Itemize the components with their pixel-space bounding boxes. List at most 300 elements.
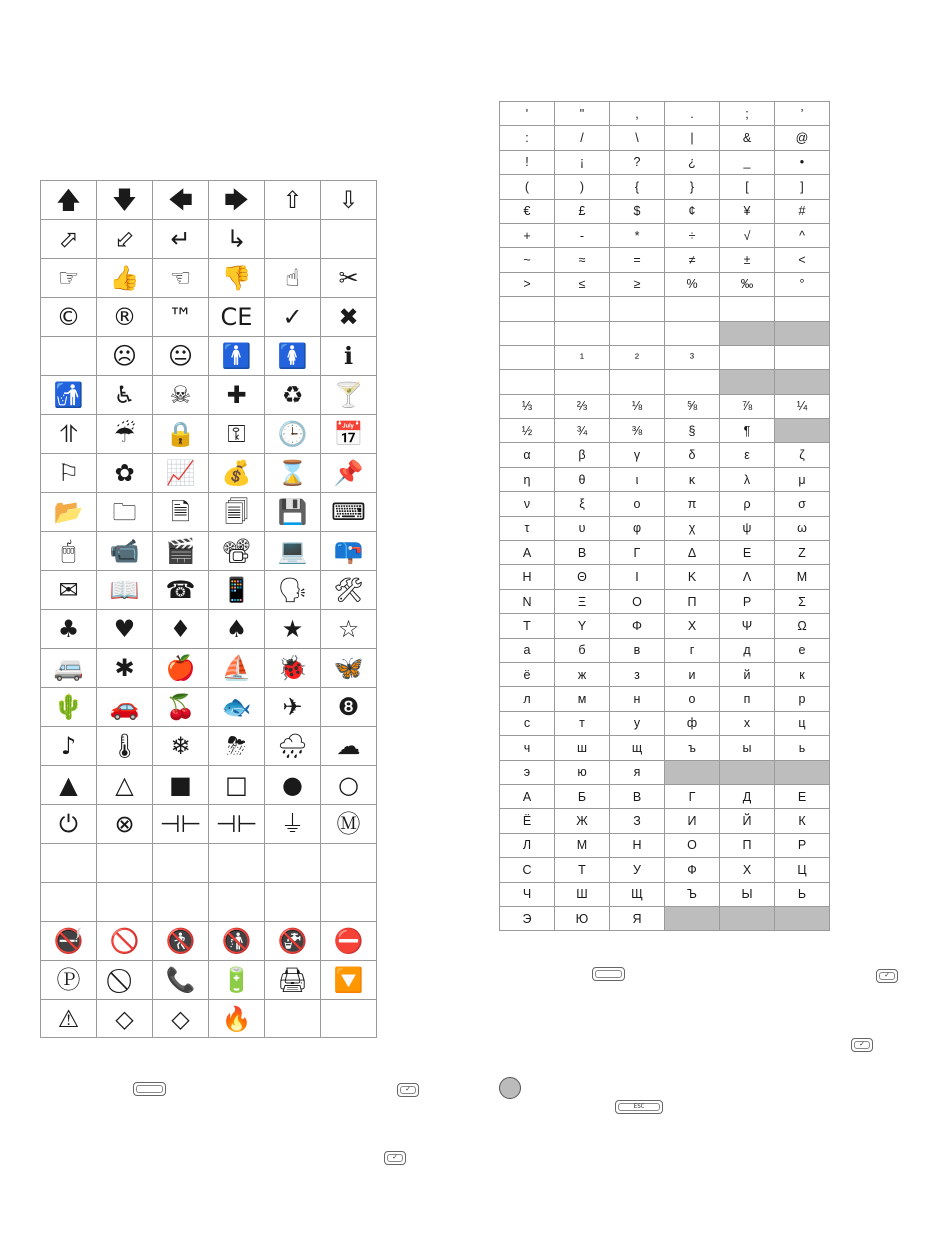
symbol-row [41, 805, 377, 844]
char-cell: ¹ [555, 345, 610, 369]
char-row [500, 345, 830, 369]
char-cell: @ [775, 126, 830, 150]
char-row [500, 541, 830, 565]
symbol-cell: ♦ [153, 610, 209, 649]
char-cell: ξ [555, 492, 610, 516]
symbol-cell: ™ [153, 298, 209, 337]
symbol-cell [265, 883, 321, 922]
char-cell: ° [775, 272, 830, 296]
char-row [500, 638, 830, 662]
char-cell: Ζ [775, 541, 830, 565]
symbol-cell: 🦋 [321, 649, 377, 688]
symbol-row [41, 961, 377, 1000]
symbol-row [41, 922, 377, 961]
char-cell: Δ [665, 541, 720, 565]
char-cell: ⅛ [610, 394, 665, 418]
char-row [500, 858, 830, 882]
char-cell: | [665, 126, 720, 150]
char-cell: , [610, 102, 665, 126]
char-row [500, 760, 830, 784]
symbol-cell: ♥ [97, 610, 153, 649]
symbol-cell: 🍎 [153, 649, 209, 688]
symbol-cell: ✚ [209, 376, 265, 415]
symbol-cell: ↵ [153, 220, 209, 259]
symbol-cell: 🗀 [97, 493, 153, 532]
char-cell: б [555, 638, 610, 662]
char-cell [500, 370, 555, 394]
symbol-cell: ☜ [153, 259, 209, 298]
char-cell: * [610, 223, 665, 247]
char-cell: Л [500, 833, 555, 857]
symbol-row [41, 766, 377, 805]
char-cell: α [500, 443, 555, 467]
char-cell: % [665, 272, 720, 296]
symbol-cell: 🕒 [265, 415, 321, 454]
char-row [500, 150, 830, 174]
symbol-cell: ⇧ [265, 181, 321, 220]
char-cell: ? [610, 150, 665, 174]
char-cell: • [775, 150, 830, 174]
symbol-cell: 🍸 [321, 376, 377, 415]
char-cell: Φ [610, 614, 665, 638]
char-cell: ~ [500, 248, 555, 272]
char-cell: κ [665, 467, 720, 491]
char-cell: Г [665, 784, 720, 808]
ok-key-icon-right-2: ✓ [851, 1038, 873, 1052]
char-cell [775, 370, 830, 394]
char-cell: Χ [665, 614, 720, 638]
char-cell: Ч [500, 882, 555, 906]
char-cell: ё [500, 662, 555, 686]
char-cell: . [665, 102, 720, 126]
symbol-cell: 📌 [321, 454, 377, 493]
symbol-cell: 🎬 [153, 532, 209, 571]
symbol-cell: ⏚ [265, 805, 321, 844]
char-cell: ы [720, 736, 775, 760]
symbol-cell: 📅 [321, 415, 377, 454]
char-cell: ¡ [555, 150, 610, 174]
ok-key-icon-right: ✓ [876, 969, 898, 983]
symbol-cell: ® [97, 298, 153, 337]
char-cell: ρ [720, 492, 775, 516]
symbol-cell: ❄ [153, 727, 209, 766]
symbol-cell: ☹ [97, 337, 153, 376]
symbol-cell: 🔋 [209, 961, 265, 1000]
char-cell: г [665, 638, 720, 662]
symbol-row [41, 454, 377, 493]
char-cell: γ [610, 443, 665, 467]
char-cell: Ф [665, 858, 720, 882]
char-cell [775, 297, 830, 321]
char-cell: ⅔ [555, 394, 610, 418]
char-cell: Ю [555, 906, 610, 930]
char-cell: ¼ [775, 394, 830, 418]
char-cell: ο [610, 492, 665, 516]
symbol-cell: 🗎 [153, 493, 209, 532]
symbol-cell: 💻 [265, 532, 321, 571]
char-cell: О [665, 833, 720, 857]
char-cell: ' [500, 102, 555, 126]
char-cell [720, 760, 775, 784]
symbol-cell: ⥣ [41, 415, 97, 454]
char-cell: д [720, 638, 775, 662]
char-cell: ; [720, 102, 775, 126]
esc-key-icon: ESC [615, 1100, 663, 1114]
char-cell: Ξ [555, 589, 610, 613]
symbol-cell: ℹ [321, 337, 377, 376]
symbol-cell: ✉ [41, 571, 97, 610]
char-row [500, 126, 830, 150]
char-row [500, 199, 830, 223]
symbol-row [41, 610, 377, 649]
char-cell: е [775, 638, 830, 662]
symbol-cell: 📱 [209, 571, 265, 610]
char-cell: Γ [610, 541, 665, 565]
symbol-row [41, 337, 377, 376]
char-cell: ж [555, 662, 610, 686]
symbol-cell: 🖨 [265, 961, 321, 1000]
symbol-cell [265, 220, 321, 259]
symbol-cell [209, 844, 265, 883]
symbol-cell: ⚐ [41, 454, 97, 493]
symbol-cell: 🡇 [97, 181, 153, 220]
char-cell [610, 321, 665, 345]
symbol-cell: ♪ [41, 727, 97, 766]
symbol-table [40, 180, 377, 1038]
char-cell: Ο [610, 589, 665, 613]
symbol-cell: ◇ [97, 1000, 153, 1038]
symbol-cell [265, 844, 321, 883]
symbol-cell [265, 1000, 321, 1038]
char-cell: Α [500, 541, 555, 565]
char-cell: Ы [720, 882, 775, 906]
symbol-cell [41, 337, 97, 376]
char-cell: Ε [720, 541, 775, 565]
char-row [500, 467, 830, 491]
char-cell [500, 297, 555, 321]
char-row [500, 297, 830, 321]
char-cell: н [610, 687, 665, 711]
char-cell: з [610, 662, 665, 686]
symbol-cell: ★ [265, 610, 321, 649]
char-cell: а [500, 638, 555, 662]
char-row [500, 419, 830, 443]
symbol-cell: ☁ [321, 727, 377, 766]
char-cell: Υ [555, 614, 610, 638]
symbol-cell: ♣ [41, 610, 97, 649]
char-cell: с [500, 711, 555, 735]
char-cell: - [555, 223, 610, 247]
char-cell: Ц [775, 858, 830, 882]
char-cell: ^ [775, 223, 830, 247]
char-cell [720, 345, 775, 369]
char-row [500, 589, 830, 613]
symbol-cell: 🔽 [321, 961, 377, 1000]
char-cell [720, 370, 775, 394]
symbol-cell: Ⓜ [321, 805, 377, 844]
symbol-cell: ✱ [97, 649, 153, 688]
symbol-cell: 👎 [209, 259, 265, 298]
char-cell [500, 345, 555, 369]
symbol-cell: 🚯 [209, 922, 265, 961]
symbol-cell: 🡅 [41, 181, 97, 220]
char-cell: ) [555, 175, 610, 199]
char-cell [665, 297, 720, 321]
symbol-cell: 🌵 [41, 688, 97, 727]
char-cell: ¢ [665, 199, 720, 223]
char-cell: ‰ [720, 272, 775, 296]
symbol-cell [321, 220, 377, 259]
symbol-cell [153, 844, 209, 883]
symbol-cell: 📪 [321, 532, 377, 571]
char-cell: Е [775, 784, 830, 808]
char-cell: ≥ [610, 272, 665, 296]
char-cell: λ [720, 467, 775, 491]
char-cell: ч [500, 736, 555, 760]
char-cell: П [720, 833, 775, 857]
char-cell [720, 297, 775, 321]
symbol-cell: 🗐 [209, 493, 265, 532]
symbol-cell: ⬃ [97, 220, 153, 259]
char-cell: ’ [775, 102, 830, 126]
char-cell: ε [720, 443, 775, 467]
char-cell: ν [500, 492, 555, 516]
symbol-cell: 🔥 [209, 1000, 265, 1038]
symbol-cell: ♠ [209, 610, 265, 649]
char-cell: η [500, 467, 555, 491]
char-cell: щ [610, 736, 665, 760]
symbol-cell: 🍒 [153, 688, 209, 727]
symbol-cell: 🚫 [97, 922, 153, 961]
char-cell: ≤ [555, 272, 610, 296]
char-cell: я [610, 760, 665, 784]
char-cell: ⅞ [720, 394, 775, 418]
symbol-cell: 📹 [97, 532, 153, 571]
char-cell [775, 760, 830, 784]
symbol-cell: CE [209, 298, 265, 337]
symbol-cell: ♻ [265, 376, 321, 415]
symbol-cell: 💰 [209, 454, 265, 493]
char-cell: С [500, 858, 555, 882]
symbol-cell: □ [209, 766, 265, 805]
char-cell: β [555, 443, 610, 467]
symbol-row [41, 727, 377, 766]
char-cell [665, 321, 720, 345]
char-cell: А [500, 784, 555, 808]
symbol-cell: ⚿ [209, 415, 265, 454]
char-cell: Й [720, 809, 775, 833]
char-cell: ] [775, 175, 830, 199]
char-cell [775, 345, 830, 369]
char-cell: Π [665, 589, 720, 613]
char-cell: ю [555, 760, 610, 784]
symbol-row [41, 571, 377, 610]
char-cell: Η [500, 565, 555, 589]
char-cell: τ [500, 516, 555, 540]
symbol-cell: ⊗ [97, 805, 153, 844]
char-cell: μ [775, 467, 830, 491]
char-cell: Τ [500, 614, 555, 638]
char-cell: \ [610, 126, 665, 150]
symbol-row [41, 532, 377, 571]
symbol-cell: 🐞 [265, 649, 321, 688]
char-cell: = [610, 248, 665, 272]
char-cell: Σ [775, 589, 830, 613]
char-cell: { [610, 175, 665, 199]
symbol-cell: ⌨ [321, 493, 377, 532]
symbol-row [41, 493, 377, 532]
char-cell: Κ [665, 565, 720, 589]
symbol-cell: 📈 [153, 454, 209, 493]
char-cell: Ι [610, 565, 665, 589]
char-cell: } [665, 175, 720, 199]
symbol-cell: ☆ [321, 610, 377, 649]
char-cell: Т [555, 858, 610, 882]
char-cell [500, 321, 555, 345]
symbol-cell: 🌧 [265, 727, 321, 766]
char-row [500, 102, 830, 126]
char-cell: м [555, 687, 610, 711]
char-cell: # [775, 199, 830, 223]
char-cell: $ [610, 199, 665, 223]
symbol-cell: ✿ [97, 454, 153, 493]
ok-key-icon-2: ✓ [384, 1151, 406, 1165]
char-cell: ½ [500, 419, 555, 443]
symbol-cell [97, 844, 153, 883]
symbol-cell: 📖 [97, 571, 153, 610]
char-cell: φ [610, 516, 665, 540]
symbol-cell: 🚭 [41, 922, 97, 961]
symbol-cell: ☔ [97, 415, 153, 454]
symbol-cell [41, 883, 97, 922]
symbol-cell: 💾 [265, 493, 321, 532]
symbol-cell [321, 1000, 377, 1038]
char-row [500, 443, 830, 467]
symbol-row [41, 376, 377, 415]
char-cell: § [665, 419, 720, 443]
char-row [500, 882, 830, 906]
char-cell: ± [720, 248, 775, 272]
char-cell: √ [720, 223, 775, 247]
symbol-cell: ■ [153, 766, 209, 805]
char-row [500, 516, 830, 540]
char-row [500, 272, 830, 296]
symbol-row [41, 1000, 377, 1038]
char-cell: к [775, 662, 830, 686]
char-cell [665, 906, 720, 930]
gray-circle-icon [499, 1077, 521, 1099]
char-cell: ш [555, 736, 610, 760]
char-cell: р [775, 687, 830, 711]
char-row [500, 321, 830, 345]
symbol-cell: ○ [321, 766, 377, 805]
char-cell: Д [720, 784, 775, 808]
symbol-cell: 🚐 [41, 649, 97, 688]
symbol-cell: 🛠 [321, 571, 377, 610]
char-cell: ⅜ [610, 419, 665, 443]
char-cell: [ [720, 175, 775, 199]
char-cell: М [555, 833, 610, 857]
char-cell: Х [720, 858, 775, 882]
char-cell: < [775, 248, 830, 272]
char-cell: Ё [500, 809, 555, 833]
char-cell: л [500, 687, 555, 711]
char-cell: Μ [775, 565, 830, 589]
symbol-cell [209, 883, 265, 922]
char-cell [775, 906, 830, 930]
char-cell: т [555, 711, 610, 735]
symbol-cell: 🚹 [209, 337, 265, 376]
symbol-cell: △ [97, 766, 153, 805]
symbol-cell [41, 844, 97, 883]
char-row [500, 370, 830, 394]
symbol-cell: ⛔ [321, 922, 377, 961]
symbol-cell: 🚱 [265, 922, 321, 961]
symbol-cell: ◇ [153, 1000, 209, 1038]
char-cell: Ь [775, 882, 830, 906]
symbol-row [41, 298, 377, 337]
char-cell: ζ [775, 443, 830, 467]
char-row [500, 687, 830, 711]
char-cell: Ψ [720, 614, 775, 638]
char-cell: " [555, 102, 610, 126]
char-cell: Ν [500, 589, 555, 613]
char-cell [775, 419, 830, 443]
char-cell: Б [555, 784, 610, 808]
symbol-cell: ☎ [153, 571, 209, 610]
symbol-row [41, 844, 377, 883]
char-cell: Θ [555, 565, 610, 589]
char-cell: σ [775, 492, 830, 516]
symbol-cell: 📽 [209, 532, 265, 571]
symbol-cell: ⏻ [41, 805, 97, 844]
symbol-cell: 📞 [153, 961, 209, 1000]
char-cell: ц [775, 711, 830, 735]
char-row [500, 833, 830, 857]
symbol-cell: ✓ [265, 298, 321, 337]
char-cell: ω [775, 516, 830, 540]
symbol-cell [97, 961, 153, 1000]
char-cell: У [610, 858, 665, 882]
symbol-cell: ⌛ [265, 454, 321, 493]
char-cell: π [665, 492, 720, 516]
symbol-cell: ⬀ [41, 220, 97, 259]
symbol-cell [153, 883, 209, 922]
symbol-cell: ✂ [321, 259, 377, 298]
symbol-cell: 👍 [97, 259, 153, 298]
symbol-cell: Ⓟ [41, 961, 97, 1000]
char-cell: Ω [775, 614, 830, 638]
char-row [500, 223, 830, 247]
char-cell: о [665, 687, 720, 711]
char-cell [775, 321, 830, 345]
char-cell: € [500, 199, 555, 223]
char-cell: ÷ [665, 223, 720, 247]
char-cell: Э [500, 906, 555, 930]
char-cell: ¿ [665, 150, 720, 174]
char-cell: В [610, 784, 665, 808]
insert-key-icon-right [592, 967, 625, 981]
char-cell: Я [610, 906, 665, 930]
symbol-cell: 🌡 [97, 727, 153, 766]
char-row [500, 394, 830, 418]
symbol-cell: 🚮 [41, 376, 97, 415]
char-cell: Β [555, 541, 610, 565]
char-cell [555, 297, 610, 321]
char-cell: ! [500, 150, 555, 174]
symbol-cell: 🔒 [153, 415, 209, 454]
char-row [500, 711, 830, 735]
